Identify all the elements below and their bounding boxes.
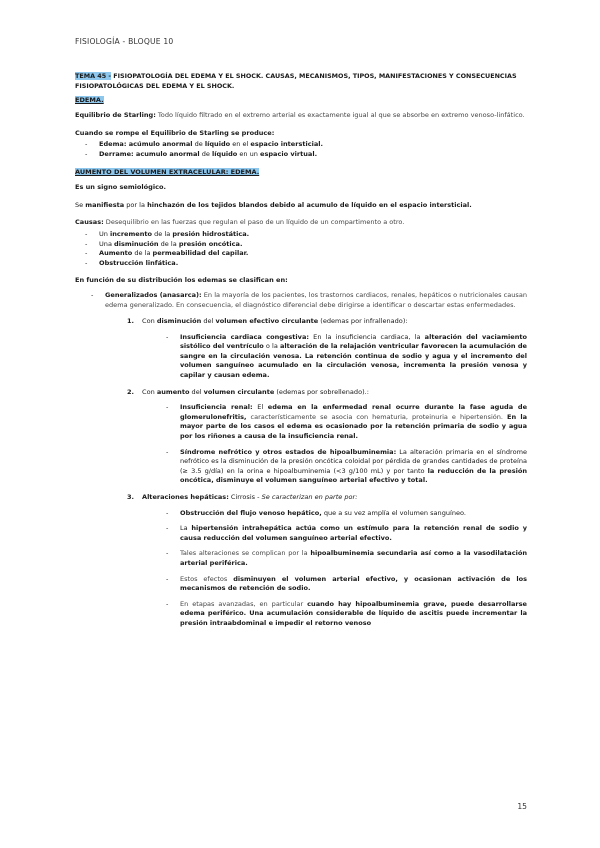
- list-item: - Insuficiencia cardiaca congestiva: En la insuficiencia cardiaca, la alteración del vaciamiento sistólico del ventrículo o la alteración de la relajación ventricular favorecen la acumulación de sangre en la circulación venosa. La retención continua de sodio y agua y el incremento del volumen sanguíneo acumulado en la circulación venosa, incrementa la presión venosa y capilar y causan edema.: [156, 333, 527, 381]
- broken-heading: Cuando se rompe el Equilibrio de Starling se produce:: [75, 128, 275, 137]
- list-item: - Síndrome nefrótico y otros estados de hipoalbuminemia: La alteración primaria en el síndrome nefrótico es la disminución de la presión oncótica coloidal por pérdida de grandes cantidades de proteína (≥ 3.5 g/día) en la orina e hipoalbuminemia (<3 g/100 mL) y por tanto la reducción de la presión oncótica, disminuye el volumen sanguíneo arterial efectivo y total.: [156, 448, 527, 486]
- topic-tag: TEMA 45 -: [75, 72, 112, 80]
- numbered-item-3-list: [156, 509, 527, 629]
- manifiesta-paragraph: Se manifiesta por la hinchazón de los tejidos blandos debido al acumulo de líquido en el espacio intersticial.: [75, 200, 472, 209]
- distribucion-heading: En función de su distribución los edemas se clasifican en:: [75, 276, 288, 285]
- list-item: - Una disminución de la presión oncótica.: [75, 240, 527, 250]
- signo-paragraph: Es un signo semiológico.: [75, 183, 166, 192]
- list-item: - Obstrucción linfática.: [75, 259, 527, 269]
- list-item: - Generalizados (anasarca): En la mayoría de los pacientes, los trastornos cardiacos, renales, hepáticos o nutricionales causan edema generalizado. En consecuencia, el diagnóstico diferencial debe dirigirse a identificar o descartar estas enfermedades.: [81, 291, 527, 310]
- page-number: 15: [517, 802, 527, 811]
- causas-paragraph: Causas: Desequilibrio en las fuerzas que regulan el paso de un líquido de un compartimento a otro.: [75, 218, 405, 227]
- numbered-item-1: 1. Con disminución del volumen efectivo circulante (edemas por infrallenado):: [127, 317, 408, 326]
- numbered-item-2-list: [156, 403, 527, 486]
- document-body: [75, 72, 527, 629]
- numbered-item-3: 3. Alteraciones hepáticas: Cirrosis - Se caracterizan en parte por:: [127, 493, 358, 501]
- list-item: - Edema: acúmulo anormal de líquido en el espacio intersticial.: [75, 140, 527, 150]
- page-header: FISIOLOGÍA - BLOQUE 10: [75, 37, 174, 46]
- list-item: - Insuficiencia renal: El edema en la enfermedad renal ocurre durante la fase aguda de glomerulonefritis, característicamente se asocia con hematuria, proteinuria e hipertensión. En la mayor parte de los casos el edema es ocasionado por la retención primaria de sodio y agua por los riñones a causa de la insuficiencia renal.: [156, 403, 527, 441]
- section-heading-edema: EDEMA.: [75, 95, 104, 104]
- section-heading-aumento: AUMENTO DEL VOLUMEN EXTRACELULAR: EDEMA.: [75, 167, 260, 176]
- list-item: - En etapas avanzadas, en particular cuando hay hipoalbuminemia grave, puede desarrollarse edema periférico. Una acumulación considerable de líquido de ascitis puede incrementar la presión intraabdominal e impedir el retorno venoso: [156, 600, 527, 629]
- list-item: - Obstrucción del flujo venoso hepático, que a su vez amplía el volumen sanguíneo.: [156, 509, 527, 519]
- broken-list: [75, 140, 527, 159]
- topic-title: TEMA 45 - FISIOPATOLOGÍA DEL EDEMA Y EL SHOCK. CAUSAS, MECANISMOS, TIPOS, MANIFESTACIONES Y CONSECUENCIAS FISIOPATOLÓGICAS DEL EDEMA Y EL SHOCK.: [75, 72, 517, 90]
- numbered-item-1-list: [156, 333, 527, 381]
- list-item: - Tales alteraciones se complican por la hipoalbuminemia secundaria así como a la vasodilatación arterial periférica.: [156, 549, 527, 568]
- list-item: - Derrame: acumulo anormal de líquido en un espacio virtual.: [75, 150, 527, 160]
- list-item: - Estos efectos disminuyen el volumen arterial efectivo, y ocasionan activación de los mecanismos de retención de sodio.: [156, 575, 527, 594]
- list-item: - Aumento de la permeabilidad del capilar.: [75, 249, 527, 259]
- starling-paragraph: Equilibrio de Starling: Todo líquido filtrado en el extremo arterial es exactamente igual al que se absorbe en extremo venoso-linfático.: [75, 111, 525, 120]
- list-item: - La hipertensión intrahepática actúa como un estímulo para la retención renal de sodio y causa reducción del volumen sanguíneo arterial efectivo.: [156, 524, 527, 543]
- numbered-item-2: 2. Con aumento del volumen circulante (edemas por sobrellenado).:: [127, 387, 369, 396]
- generalizados-list: [81, 291, 527, 310]
- list-item: - Un incremento de la presión hidrostática.: [75, 230, 527, 240]
- causas-list: [75, 230, 527, 268]
